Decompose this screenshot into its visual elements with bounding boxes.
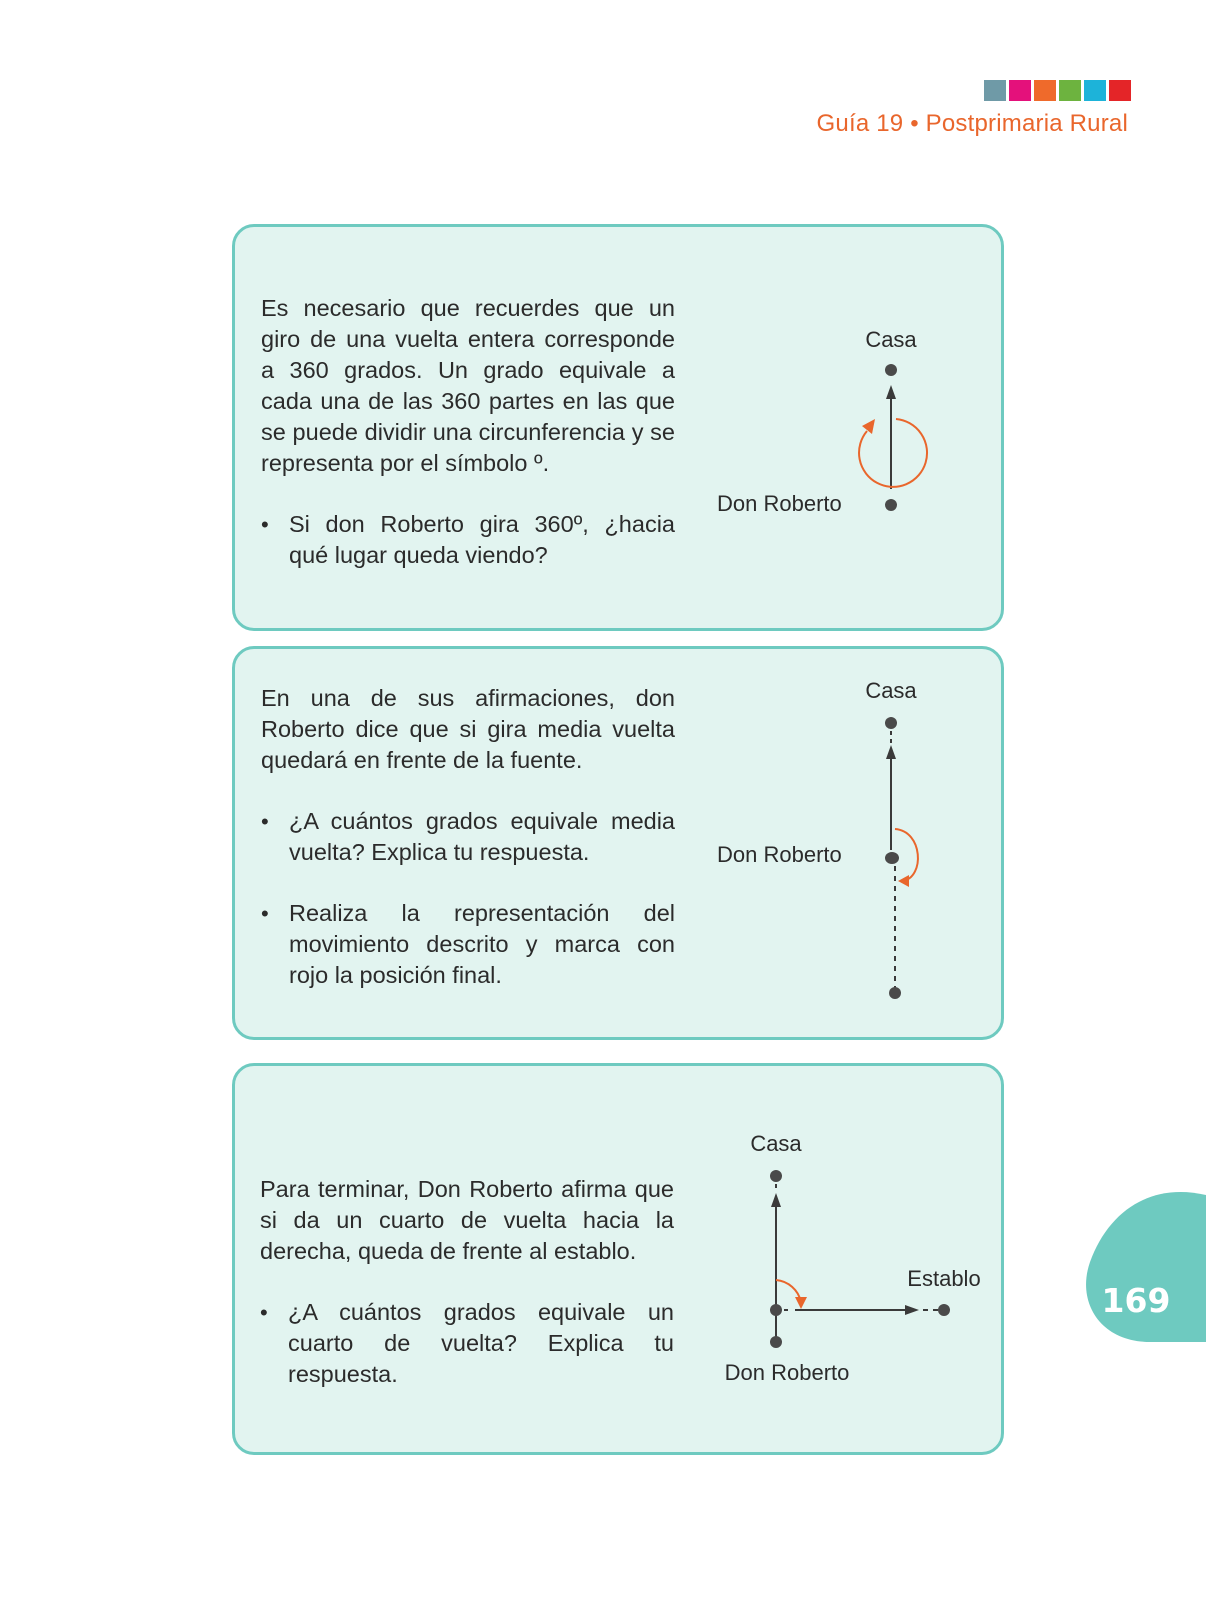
bullet-dot: • bbox=[261, 512, 269, 537]
bullet-text: Si don Roberto gira 360º, ¿hacia qué lugar queda viendo? bbox=[289, 511, 675, 568]
casa-label: Casa bbox=[865, 327, 917, 352]
don-roberto-label: Don Roberto bbox=[724, 1360, 850, 1385]
bullet-text: ¿A cuántos grados equivale un cuarto de vuelta? Explica tu respuesta. bbox=[288, 1299, 674, 1387]
casa-label: Casa bbox=[865, 678, 917, 703]
bullet-dot: • bbox=[261, 901, 269, 926]
bullet-text: Realiza la representación del movimiento descrito y marca con rojo la posición final. bbox=[289, 900, 675, 988]
establo-label: Establo bbox=[907, 1266, 981, 1291]
card-paragraph: Es necesario que recuerdes que un giro de una vuelta entera corresponde a 360 grados. Un grado equivale a cada una de las 360 partes en las que se puede dividir una circunferencia y se representa por el símbolo º. bbox=[261, 295, 675, 476]
don-roberto-label: Don Roberto bbox=[717, 491, 842, 516]
don-roberto-label: Don Roberto bbox=[717, 842, 842, 867]
bullet-text: ¿A cuántos grados equivale media vuelta? Explica tu respuesta. bbox=[289, 808, 675, 865]
card-paragraph: Para terminar, Don Roberto afirma que si da un cuarto de vuelta hacia la derecha, queda de frente al establo. bbox=[260, 1176, 674, 1264]
card-paragraph: En una de sus afirmaciones, don Roberto dice que si gira media vuelta quedará en frente de la fuente. bbox=[261, 685, 675, 773]
casa-label: Casa bbox=[750, 1131, 802, 1156]
running-header: Guía 19 • Postprimaria Rural bbox=[816, 110, 1128, 137]
bullet-dot: • bbox=[260, 1300, 268, 1325]
bullet-dot: • bbox=[261, 809, 269, 834]
page-number: 169 bbox=[1101, 1281, 1171, 1320]
